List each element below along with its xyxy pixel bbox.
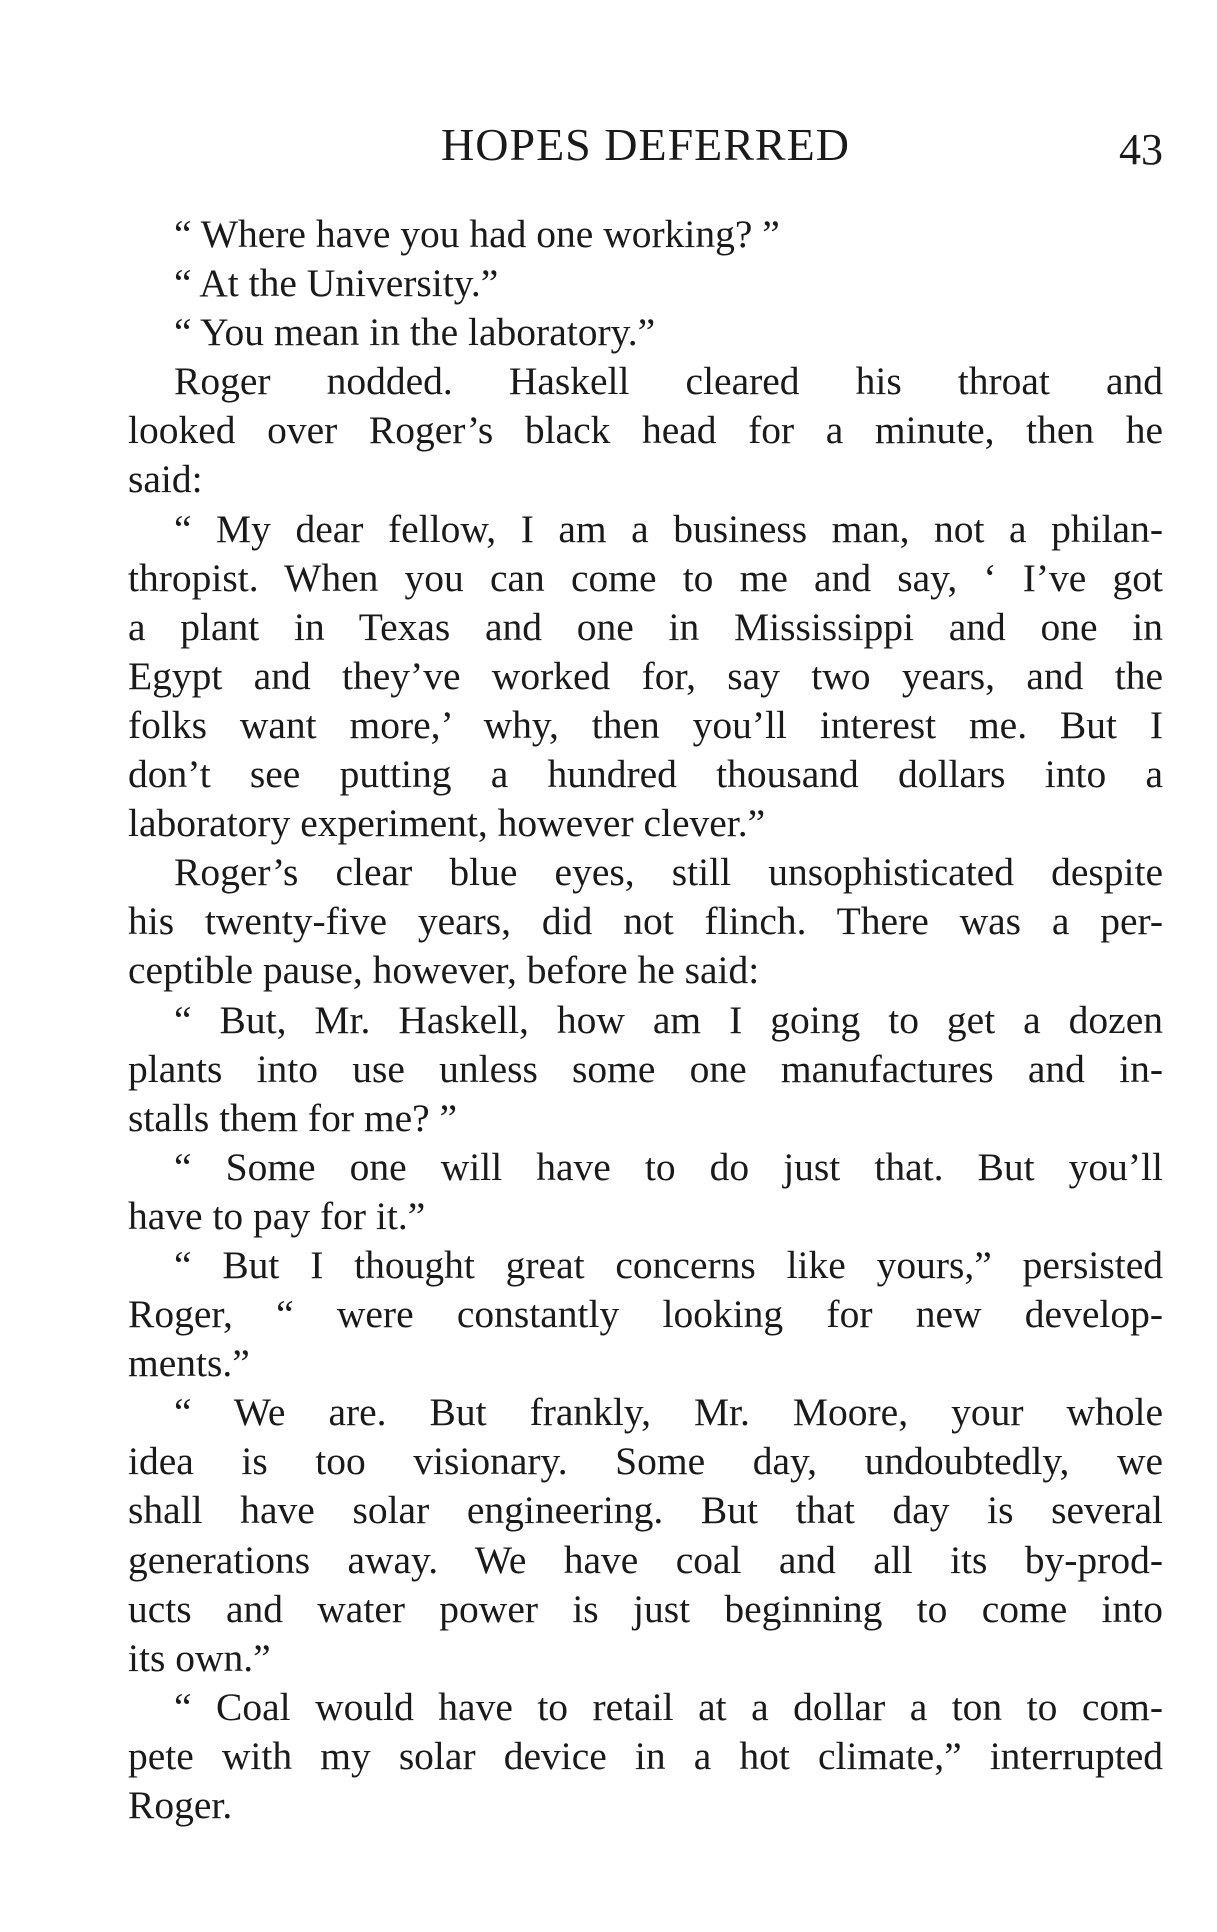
text-line: “ Coal would have to retail at a dollar a ton to com- — [174, 1684, 1163, 1729]
text-line: “ My dear fellow, I am a business man, not a philan- — [174, 506, 1163, 551]
text-line: Egypt and they’ve worked for, say two years, and the — [128, 653, 1163, 698]
text-line: shall have solar engineering. But that day is several — [128, 1488, 1163, 1533]
text-line: “ Some one will have to do just that. But you’ll — [174, 1144, 1163, 1189]
text-line: its own.” — [128, 1635, 271, 1680]
text-line: “ We are. But frankly, Mr. Moore, your whole — [174, 1390, 1163, 1435]
text-line: folks want more,’ why, then you’ll interest me. But I — [128, 702, 1163, 747]
running-head — [128, 118, 1163, 178]
text-line: Roger, “ were constantly looking for new develop- — [128, 1292, 1163, 1337]
text-line: laboratory experiment, however clever.” — [128, 801, 766, 846]
text-line: Roger nodded. Haskell cleared his throat and — [174, 359, 1163, 404]
text-line: idea is too visionary. Some day, undoubtedly, we — [128, 1439, 1163, 1484]
text-line: his twenty-five years, did not flinch. There was a per- — [128, 899, 1163, 944]
text-line: have to pay for it.” — [128, 1193, 426, 1238]
body-text — [128, 210, 1163, 1830]
text-line: generations away. We have coal and all its by-prod- — [128, 1537, 1163, 1582]
text-line: “ At the University.” — [174, 261, 499, 306]
text-line: Roger’s clear blue eyes, still unsophisticated despite — [174, 850, 1163, 895]
text-line: ceptible pause, however, before he said: — [128, 948, 760, 993]
text-line: thropist. When you can come to me and say, ‘ I’ve got — [128, 555, 1163, 600]
page-number: 43 — [1119, 125, 1163, 174]
text-line: stalls them for me? ” — [128, 1095, 458, 1140]
text-line: “ Where have you had one working? ” — [174, 212, 780, 256]
text-line: pete with my solar device in a hot climate,” interrupted — [128, 1733, 1163, 1778]
text-line: a plant in Texas and one in Mississippi and one in — [128, 604, 1163, 649]
text-line: looked over Roger’s black head for a minute, then he — [128, 408, 1163, 453]
text-line: “ But, Mr. Haskell, how am I going to get a dozen — [174, 997, 1163, 1042]
text-line: “ You mean in the laboratory.” — [174, 310, 656, 355]
text-line: “ But I thought great concerns like yours,” persisted — [174, 1242, 1163, 1287]
text-line: plants into use unless some one manufactures and in- — [128, 1046, 1163, 1091]
text-line: ucts and water power is just beginning to come into — [128, 1586, 1163, 1631]
text-line: Roger. — [128, 1783, 233, 1827]
text-line: ments.” — [128, 1341, 250, 1386]
text-line: said: — [128, 457, 203, 502]
text-line: don’t see putting a hundred thousand dollars into a — [128, 752, 1163, 797]
running-title: HOPES DEFERRED — [441, 119, 850, 170]
